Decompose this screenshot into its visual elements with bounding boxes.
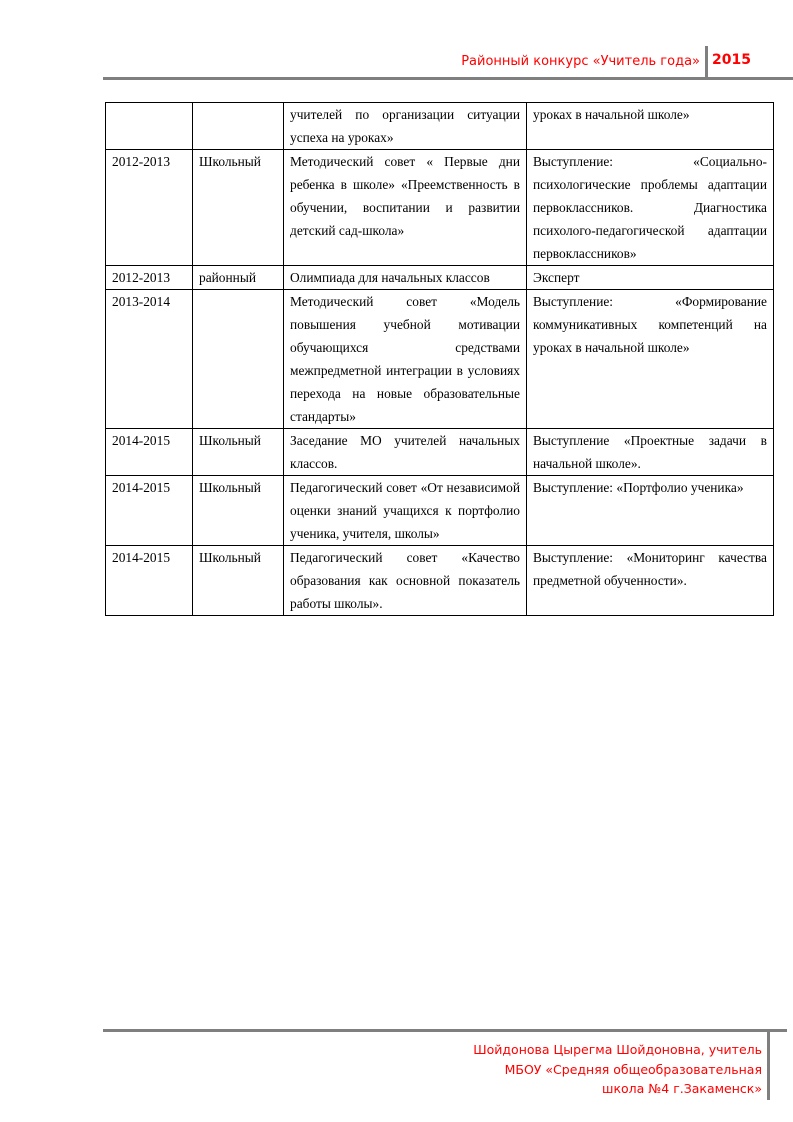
cell-level (193, 103, 284, 150)
cell-event: Методический совет « Первые дни ребенка в школе» «Преемственность в обучении, воспитании и развитии детский сад-школа» (284, 150, 527, 266)
footer-school-city: школа №4 г.Закаменск» (602, 1081, 762, 1096)
cell-participation: Выступление: «Формирование коммуникативных компетенций на уроках в начальной школе» (527, 290, 774, 429)
table-row (106, 290, 774, 429)
footer-author-name: Шойдонова Цырегма Шойдоновна, учитель (473, 1042, 762, 1057)
cell-year: 2013-2014 (106, 290, 193, 429)
cell-participation: Выступление: «Социально-психологические проблемы адаптации первоклассников. Диагностика психолого-педагогической адаптации первоклассников» (527, 150, 774, 266)
cell-level: Школьный (193, 429, 284, 476)
footer-school-line: МБОУ «Средняя общеобразовательная (504, 1061, 762, 1077)
footer-author-block (380, 1040, 762, 1099)
cell-event: Олимпиада для начальных классов (284, 266, 527, 290)
cell-level: районный (193, 266, 284, 290)
cell-event: Методический совет «Модель повышения учебной мотивации обучающихся средствами межпредметной интеграции в условиях перехода на новые образовательные стандарты» (284, 290, 527, 429)
cell-event: учителей по организации ситуации успеха на уроках» (284, 103, 527, 150)
cell-participation: уроках в начальной школе» (527, 103, 774, 150)
cell-level: Школьный (193, 546, 284, 616)
cell-participation: Выступление «Проектные задачи в начальной школе». (527, 429, 774, 476)
footer-rule (103, 1029, 787, 1032)
cell-participation: Выступление: «Мониторинг качества предметной обученности». (527, 546, 774, 616)
cell-year: 2012-2013 (106, 150, 193, 266)
header-title: Районный конкурс «Учитель года» (461, 54, 700, 69)
table-row (106, 150, 774, 266)
activity-table (105, 102, 774, 616)
header-rule (103, 77, 793, 80)
footer-divider (767, 1031, 770, 1100)
cell-year: 2014-2015 (106, 429, 193, 476)
cell-level: Школьный (193, 476, 284, 546)
cell-year: 2012-2013 (106, 266, 193, 290)
header-year: 2015 (712, 52, 751, 68)
cell-level: Школьный (193, 150, 284, 266)
cell-participation: Выступление: «Портфолио ученика» (527, 476, 774, 546)
table-row (106, 429, 774, 476)
cell-year (106, 103, 193, 150)
cell-year: 2014-2015 (106, 546, 193, 616)
cell-participation: Эксперт (527, 266, 774, 290)
table-row (106, 546, 774, 616)
cell-year: 2014-2015 (106, 476, 193, 546)
cell-level (193, 290, 284, 429)
cell-event: Педагогический совет «Качество образования как основной показатель работы школы». (284, 546, 527, 616)
cell-event: Педагогический совет «От независимой оценки знаний учащихся к портфолио ученика, учителя, школы» (284, 476, 527, 546)
table-row (106, 476, 774, 546)
table-row (106, 103, 774, 150)
table-row (106, 266, 774, 290)
header-divider (705, 46, 708, 78)
cell-event: Заседание МО учителей начальных классов. (284, 429, 527, 476)
